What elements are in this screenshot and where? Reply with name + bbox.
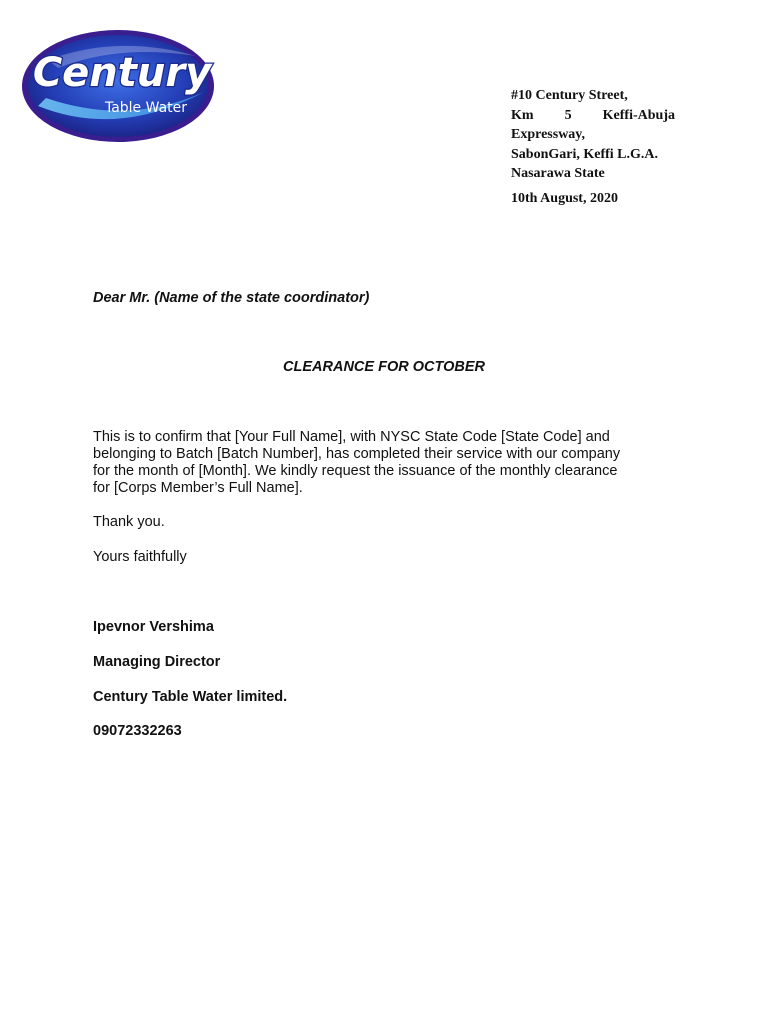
signatory-name: Ipevnor Vershima — [93, 619, 214, 635]
thank-you-text: Thank you. — [93, 514, 165, 530]
body-line: belonging to Batch [Batch Number], has completed their service with our company — [93, 446, 621, 462]
body-line: This is to confirm that [Your Full Name], with NYSC State Code [State Code] and — [93, 429, 610, 445]
century-logo-graphic — [18, 14, 230, 160]
signatory-title: Managing Director — [93, 654, 221, 670]
phone-number: 09072332263 — [93, 723, 182, 739]
logo-brand-text: Century — [32, 50, 212, 96]
address-line-5: Nasarawa State — [511, 166, 605, 181]
address-line-2-part-3: Keffi-Abuja — [602, 107, 675, 123]
letter-date: 10th August, 2020 — [511, 191, 618, 206]
closing-text: Yours faithfully — [93, 549, 187, 565]
company-logo — [18, 14, 230, 160]
subject-text: CLEARANCE FOR OCTOBER — [283, 359, 485, 375]
address-line-1: #10 Century Street, — [511, 88, 628, 103]
letter-body — [93, 429, 668, 497]
sender-address — [511, 86, 675, 184]
salutation: Dear Mr. (Name of the state coordinator) — [93, 290, 370, 306]
body-line: for [Corps Member’s Full Name]. — [93, 480, 303, 496]
address-line-2-part-2: 5 — [564, 107, 572, 123]
address-line-2-part-1: Km — [511, 107, 534, 123]
body-line: for the month of [Month]. We kindly request the issuance of the monthly clearance — [93, 463, 618, 479]
subject-heading — [0, 359, 768, 375]
logo-tagline-text: Table Water — [104, 100, 188, 116]
address-line-2 — [511, 106, 675, 126]
company-name: Century Table Water limited. — [93, 689, 288, 705]
address-line-3: Expressway, — [511, 127, 586, 142]
address-line-4: SabonGari, Keffi L.G.A. — [511, 146, 659, 162]
